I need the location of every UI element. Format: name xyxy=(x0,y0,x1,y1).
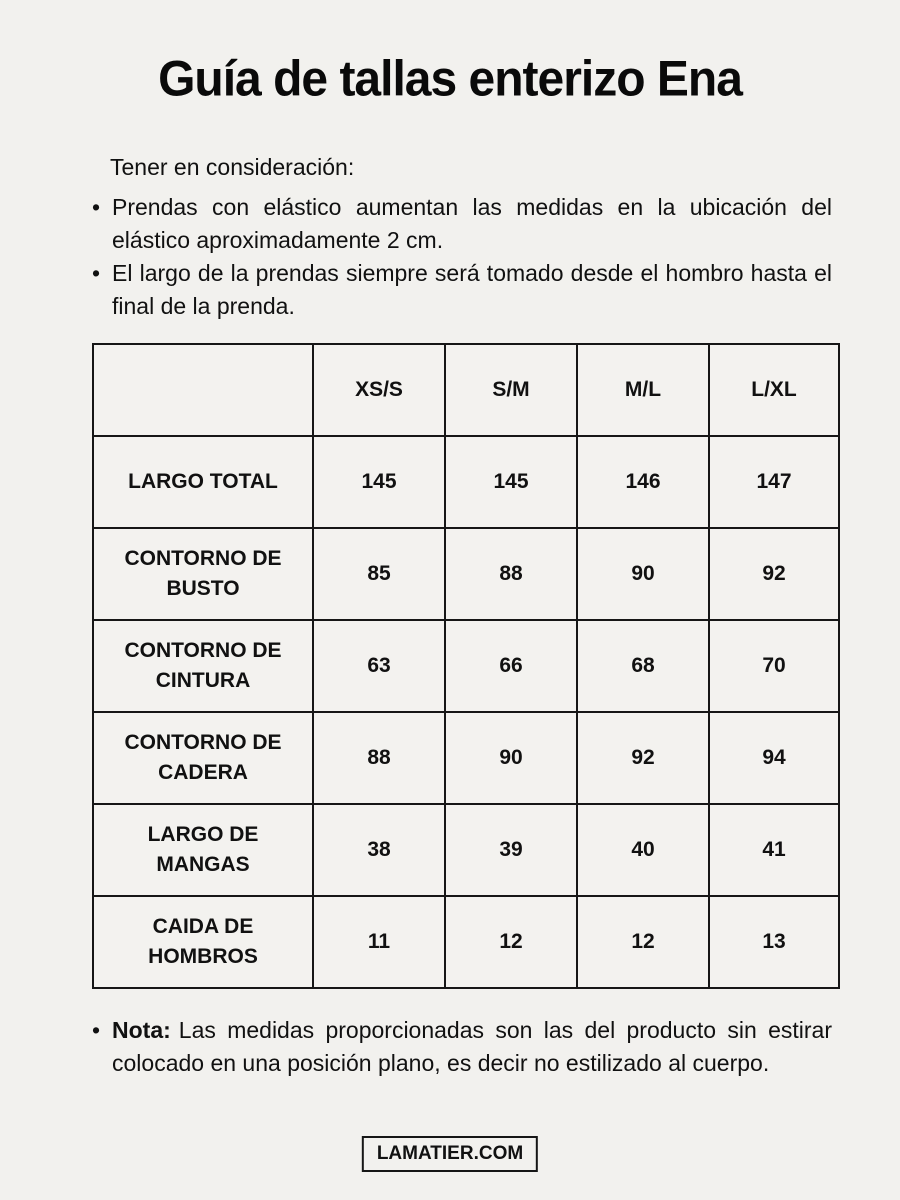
cell-value: 70 xyxy=(709,620,839,712)
cell-value: 94 xyxy=(709,712,839,804)
cell-value: 66 xyxy=(445,620,577,712)
cell-value: 90 xyxy=(445,712,577,804)
table-row-contorno-busto xyxy=(93,528,839,620)
size-table-header-ml: M/L xyxy=(577,344,709,436)
note-bullet xyxy=(92,1014,832,1080)
row-label: LARGO TOTAL xyxy=(93,436,313,528)
cell-value: 145 xyxy=(313,436,445,528)
note-section xyxy=(92,1014,832,1080)
cell-value: 12 xyxy=(445,896,577,988)
row-label: CAIDA DE HOMBROS xyxy=(93,896,313,988)
note-label: Nota: xyxy=(112,1017,171,1043)
size-table-header-xss: XS/S xyxy=(313,344,445,436)
intro-bullet-elastic: • Prendas con elástico aumentan las medidas en la ubicación del elástico aproximadamente 2 cm. xyxy=(92,191,832,257)
cell-value: 145 xyxy=(445,436,577,528)
cell-value: 92 xyxy=(577,712,709,804)
cell-value: 12 xyxy=(577,896,709,988)
size-table-header-lxl: L/XL xyxy=(709,344,839,436)
size-table xyxy=(92,343,840,989)
row-label: LARGO DE MANGAS xyxy=(93,804,313,896)
cell-value: 41 xyxy=(709,804,839,896)
cell-value: 88 xyxy=(313,712,445,804)
cell-value: 85 xyxy=(313,528,445,620)
table-row-caida-hombros xyxy=(93,896,839,988)
note-text: Las medidas proporcionadas son las del producto sin estirar colocado en una posición plano, es decir no estilizado al cuerpo. xyxy=(112,1017,832,1076)
cell-value: 147 xyxy=(709,436,839,528)
table-row-largo-mangas xyxy=(93,804,839,896)
table-row-largo-total xyxy=(93,436,839,528)
row-label: CONTORNO DE CADERA xyxy=(93,712,313,804)
intro-section xyxy=(92,151,832,323)
row-label: CONTORNO DE CINTURA xyxy=(93,620,313,712)
brand-badge xyxy=(362,1136,538,1172)
cell-value: 146 xyxy=(577,436,709,528)
cell-value: 11 xyxy=(313,896,445,988)
cell-value: 68 xyxy=(577,620,709,712)
cell-value: 39 xyxy=(445,804,577,896)
cell-value: 13 xyxy=(709,896,839,988)
page-title: Guía de tallas enterizo Ena xyxy=(158,51,742,108)
cell-value: 88 xyxy=(445,528,577,620)
cell-value: 90 xyxy=(577,528,709,620)
cell-value: 92 xyxy=(709,528,839,620)
brand-name: LAMATIER.COM xyxy=(376,1143,524,1164)
cell-value: 38 xyxy=(313,804,445,896)
table-row-contorno-cintura xyxy=(93,620,839,712)
size-table-header-row xyxy=(93,344,839,436)
table-row-contorno-cadera xyxy=(93,712,839,804)
row-label: CONTORNO DE BUSTO xyxy=(93,528,313,620)
cell-value: 40 xyxy=(577,804,709,896)
cell-value: 63 xyxy=(313,620,445,712)
intro-heading: Tener en consideración: xyxy=(110,154,355,180)
size-table-corner-cell xyxy=(93,344,313,436)
size-table-header-sm: S/M xyxy=(445,344,577,436)
intro-bullet-length: • El largo de la prendas siempre será tomado desde el hombro hasta el final de la prenda. xyxy=(92,257,832,323)
